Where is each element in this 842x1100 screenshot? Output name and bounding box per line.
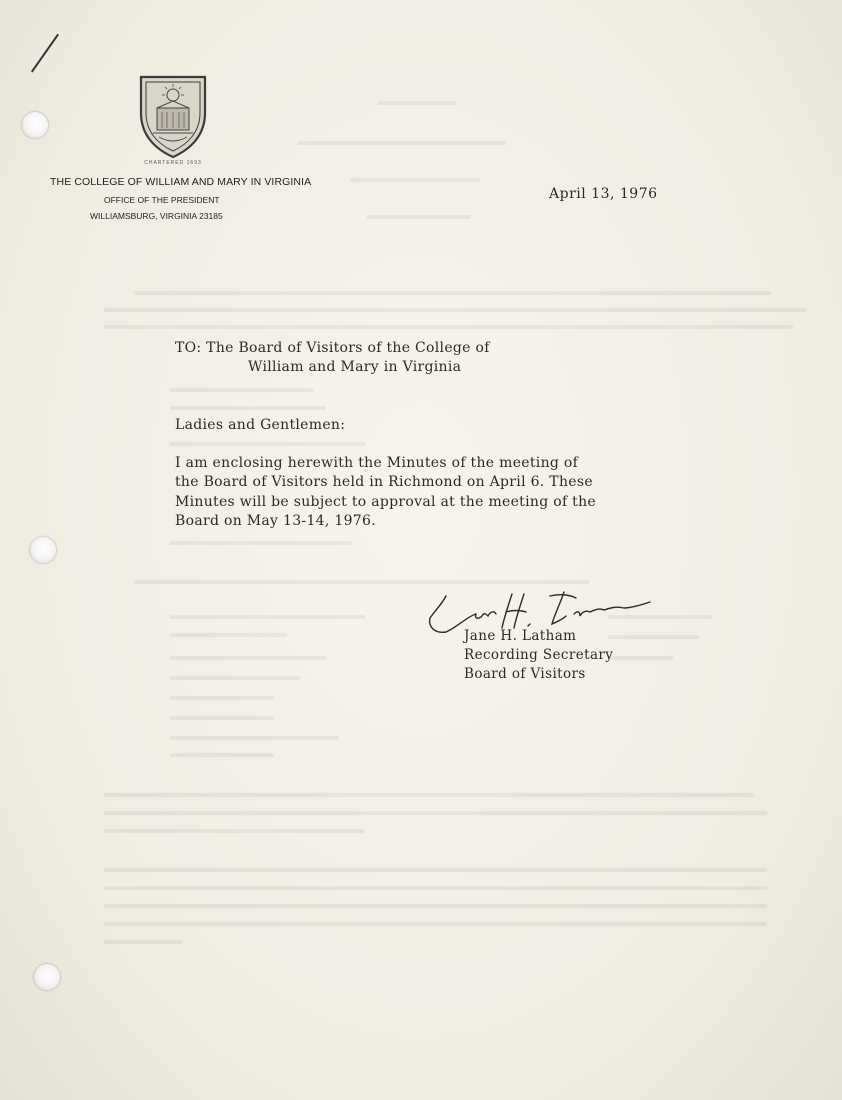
salutation: Ladies and Gentlemen: — [175, 417, 346, 433]
pencil-mark — [31, 34, 59, 73]
signature-block — [464, 627, 613, 684]
body-paragraph — [175, 454, 596, 531]
punch-hole-middle — [30, 537, 56, 563]
signer-name: Jane H. Latham — [464, 628, 577, 644]
letter-page: ▬▬▬▬▬▬ ▬▬▬▬▬▬▬▬▬▬▬▬▬▬▬▬ ▬▬▬▬▬▬▬▬▬▬ ▬▬▬▬▬▬▬▬ ▬▬▬▬▬▬▬▬▬▬▬▬▬▬▬▬▬▬▬▬▬▬▬▬▬▬▬▬▬▬▬▬▬▬▬▬▬▬▬▬▬▬▬▬▬▬▬▬▬ ▬▬▬▬▬▬▬▬▬▬▬▬▬▬▬▬▬▬▬▬▬▬▬▬▬▬▬▬▬▬▬▬▬▬▬▬▬▬▬▬▬▬▬▬▬▬▬▬▬▬▬▬▬▬ ▬▬▬▬▬▬▬▬▬▬▬▬▬▬▬▬▬▬▬▬▬▬▬▬▬▬▬▬▬▬▬▬▬▬▬▬▬▬▬▬▬▬▬▬▬▬▬▬▬▬▬▬▬ ▬▬▬▬▬▬▬▬▬▬▬ ▬▬▬▬▬▬▬▬▬▬▬▬ ▬▬▬▬▬▬▬▬▬▬▬▬▬▬▬ ▬▬▬▬▬▬▬▬▬▬▬▬▬▬ ▬▬▬▬▬▬▬▬▬▬▬▬▬▬▬▬▬▬▬▬▬▬▬▬▬▬▬▬▬▬▬▬▬▬▬ ▬▬▬▬▬▬▬▬▬▬▬▬▬▬▬ ▬▬▬▬▬▬▬▬▬ ▬▬▬▬▬▬▬▬▬▬▬▬ ▬▬▬▬▬▬▬▬▬▬ ▬▬▬▬▬▬▬▬ ▬▬▬▬▬▬▬▬ ▬▬▬▬▬▬▬▬▬▬▬▬▬ ▬▬▬▬▬▬▬▬ ▬▬▬▬▬▬▬▬ ▬▬▬▬▬▬▬ ▬▬▬▬▬ ▬▬▬▬▬▬▬▬▬▬▬▬▬▬▬▬▬▬▬▬▬▬▬▬▬▬▬▬▬▬▬▬▬▬▬▬▬▬▬▬▬▬▬▬▬▬▬▬▬▬ ▬▬▬▬▬▬▬▬▬▬▬▬▬▬▬▬▬▬▬▬▬▬▬▬▬▬▬▬▬▬▬▬▬▬▬▬▬▬▬▬▬▬▬▬▬▬▬▬▬▬▬ ▬▬▬▬▬▬▬▬▬▬▬▬▬▬▬▬▬▬▬▬ ▬▬▬▬▬▬▬▬▬▬▬▬▬▬▬▬▬▬▬▬▬▬▬▬▬▬▬▬▬▬▬▬▬▬▬▬▬▬▬▬▬▬▬▬▬▬▬▬▬▬▬ ▬▬▬▬▬▬▬▬▬▬▬▬▬▬▬▬▬▬▬▬▬▬▬▬▬▬▬▬▬▬▬▬▬▬▬▬▬▬▬▬▬▬▬▬▬▬▬▬▬▬▬ ▬▬▬▬▬▬▬▬▬▬▬▬▬▬▬▬▬▬▬▬▬▬▬▬▬▬▬▬▬▬▬▬▬▬▬▬▬▬▬▬▬▬▬▬▬▬▬▬▬▬▬ ▬▬▬▬▬▬▬▬▬▬▬▬▬▬▬▬▬▬▬▬▬▬▬▬▬▬▬▬▬▬▬▬▬▬▬▬▬▬▬▬▬▬▬▬▬▬▬▬▬▬▬ ▬▬▬▬▬▬ CHARTERED 1693 THE COLLEGE OF WILLIAM AND MARY IN VIRGINIA OFFICE OF THE PRESIDENT WILLIAMSBURG, VIRGINIA 23185 April 13, 1976 TO: The Board of Visitors of the College of William and Mary in Virginia Ladies and Gentlemen: I am enclosing herewith the Minutes of the meeting of the Board of Visitors held in Richmond on April 6. These Minutes will be subject to approval at the meeting of the Board on May 13-14, 1976. Jane H. Latham Recording Secretary Board of Visitors — [0, 0, 842, 1100]
charter-line: CHARTERED 1693 — [144, 160, 202, 166]
addressee-line-1: TO: The Board of Visitors of the College of — [175, 340, 490, 356]
punch-hole-bottom — [34, 964, 60, 990]
college-name: THE COLLEGE OF WILLIAM AND MARY IN VIRGINIA — [50, 176, 312, 188]
signer-title: Recording Secretary — [464, 647, 614, 663]
letter-date: April 13, 1976 — [549, 186, 658, 202]
office-address: WILLIAMSBURG, VIRGINIA 23185 — [90, 211, 223, 221]
body-line: the Board of Visitors held in Richmond on April 6. These — [175, 474, 593, 491]
office-name: OFFICE OF THE PRESIDENT — [104, 195, 220, 205]
body-line: Minutes will be subject to approval at the meeting of the — [175, 493, 597, 510]
signer-organization: Board of Visitors — [464, 666, 586, 682]
punch-hole-top — [22, 112, 48, 138]
addressee-line-2: William and Mary in Virginia — [248, 359, 462, 375]
body-line: I am enclosing herewith the Minutes of the meeting of — [175, 455, 579, 471]
body-line: Board on May 13-14, 1976. — [175, 512, 376, 529]
college-seal-icon — [135, 73, 211, 159]
